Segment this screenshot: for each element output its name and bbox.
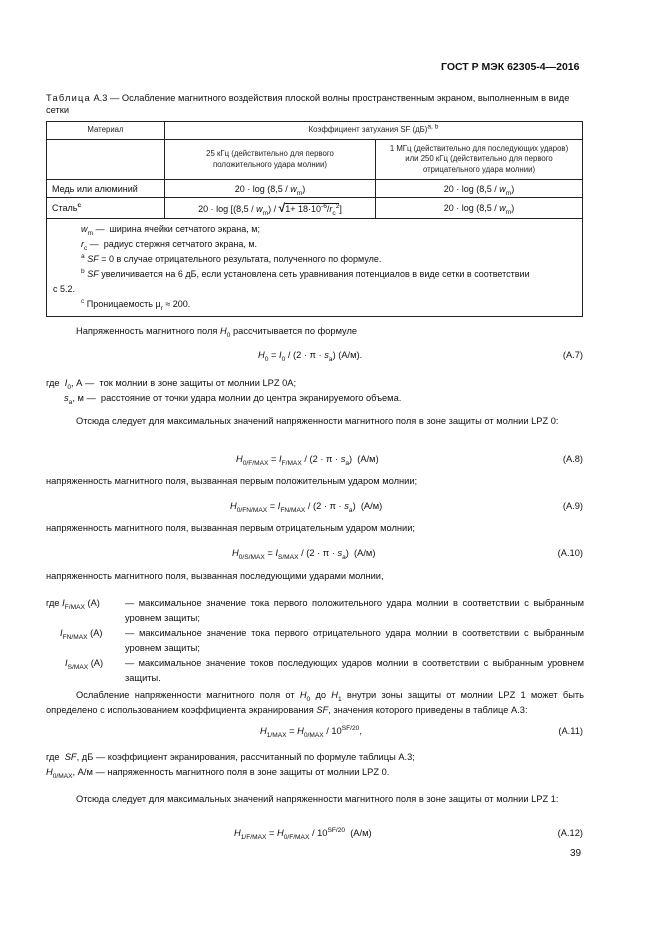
equation-a11: $H_{1/MAX} = H_{0/MAX} / 10^{SF/20}$, — [260, 724, 362, 739]
formula-cell: $20 \cdot \log (8,5 / w_m)$ — [165, 180, 376, 198]
note-c: $^c$ Проницаемость $\mu_r \approx 200$. — [81, 298, 191, 312]
where-h0max: $H_{0/MAX}$, А/м — напряженность магнитного поля в зоне защиты от молнии LPZ 0. — [46, 767, 390, 780]
equation-number-a7: (А.7) — [562, 350, 583, 360]
note-a: $^a$ SF = 0 в случае отрицательного результата, полученного по формуле. — [81, 253, 382, 264]
caption-label: Таблица — [46, 93, 91, 103]
header-material: Материал — [47, 122, 165, 140]
equation-a12: $H_{1/F/MAX} = H_{0/F/MAX} / 10^{SF/20}$ (А/м) — [234, 826, 372, 841]
caption-number: А.3 — [93, 93, 108, 103]
table-row — [47, 180, 583, 198]
document-header: ГОСТ Р МЭК 62305-4—2016 — [441, 61, 580, 73]
equation-number-a8: (А.8) — [562, 454, 583, 464]
paragraph-lpz0: Отсюда следует для максимальных значений напряженности магнитного поля в зоне защиты от молнии LPZ 0: — [76, 416, 559, 426]
paragraph-first-positive: напряженность магнитного поля, вызванная первым положительным ударом молнии; — [46, 476, 418, 486]
where-sa: $s_a$, м — расстояние от точки удара молнии до центра экранируемого объема. — [64, 393, 402, 406]
paragraph-first-negative: напряженность магнитного поля, вызванная первым отрицательным ударом молнии; — [46, 523, 416, 533]
table-caption — [46, 92, 586, 116]
subheader-25khz: 25 кГц (действительно для первого положительного удара молнии) — [165, 140, 376, 180]
equation-a9: $H_{0/FN/MAX} = I_{FN/MAX} / (2 \cdot \pi \cdot s_a)$ (А/м) — [230, 501, 383, 514]
equation-number-a10: (А.10) — [557, 548, 583, 558]
page-number: 39 — [570, 848, 582, 859]
note-b: $^b$ SF увеличивается на 6 дБ, если установлена сеть уравнивания потенциалов в виде сетки в соответствии с 5.2. — [53, 268, 530, 294]
caption-text: — Ослабление магнитного воздействия плоской волны пространственным экраном, выполненным в виде сетки — [46, 93, 570, 115]
equation-number-a11: (А.11) — [558, 726, 583, 736]
formula-cell: $20 \cdot \log (8,5 / w_m)$ — [376, 180, 583, 198]
where-i0: где $I_0$, А — ток молнии в зоне защиты от молнии LPZ 0A; — [46, 378, 297, 391]
paragraph-h0: Напряженность магнитного поля $H_0$ рассчитывается по формуле — [76, 326, 358, 339]
equation-a8: $H_{0/F/MAX} = I_{F/MAX} / (2 \cdot \pi \cdot s_a)$ (А/м) — [236, 454, 379, 467]
formula-cell: $20 \cdot \log (8,5 / w_m)$ — [376, 198, 583, 219]
header-coefficient: Коэффициент затухания SF (дБ)$^{a, b}$ — [165, 122, 583, 140]
where-if: где $I_{F/MAX}$ (А) — максимальное значение тока первого положительного удара молнии в соответствии с выбранным уровнем защиты; $I_{FN/MAX}$ (А) — максимальное значение тока первого отрицательного удара молнии в соответствии с выбранным уровнем защиты; $I_{S/MAX}$ (А) — максимальное значение токов последующих ударов молнии в соответствии с выбранным уровнем защиты. — [46, 598, 584, 683]
material-cell: Сталь$^c$ — [47, 198, 165, 219]
paragraph-subsequent: напряженность магнитного поля, вызванная последующими ударами молнии, — [46, 571, 384, 581]
table-notes — [47, 219, 583, 317]
material-cell: Медь или алюминий — [47, 180, 165, 198]
subheader-1mhz: 1 МГц (действительно для последующих ударов) или 250 кГц (действительно для первого отрицательного удара молнии) — [376, 140, 583, 180]
header-empty — [47, 140, 165, 180]
note-wm: $w_m$ — ширина ячейки сетчатого экрана, м; — [81, 224, 260, 237]
equation-a10: $H_{0/S/MAX} = I_{S/MAX} / (2 \cdot \pi \cdot s_a)$ (А/м) — [232, 548, 376, 561]
equation-a7: $H_0 = I_0 / (2 \cdot \pi \cdot s_a)$ (А/м). — [258, 350, 363, 363]
equation-number-a12: (А.12) — [557, 828, 583, 838]
paragraph-attenuation: Ослабление напряженности магнитного поля от $H_0$ до $H_1$ внутри зоны защиты от молнии LPZ 1 может быть определено с использованием коэффициента экранирования SF, значения которого приведены в таблице А.3: — [46, 690, 584, 715]
where-sf: где SF, дБ — коэффициент экранирования, рассчитанный по формуле таблицы А.3; — [46, 752, 415, 762]
formula-cell: $20 \cdot \log [(8,5 / w_m) / √1+ 18\cdot 10^{-6}/r_c^2]$ — [165, 198, 376, 219]
equation-number-a9: (А.9) — [562, 501, 583, 511]
paragraph-lpz1: Отсюда следует для максимальных значений напряженности магнитного поля в зоне защиты от молнии LPZ 1: — [76, 794, 559, 804]
attenuation-table — [46, 121, 583, 317]
table-row — [47, 198, 583, 219]
note-rc: $r_c$ — радиус стержня сетчатого экрана, м. — [81, 239, 258, 252]
